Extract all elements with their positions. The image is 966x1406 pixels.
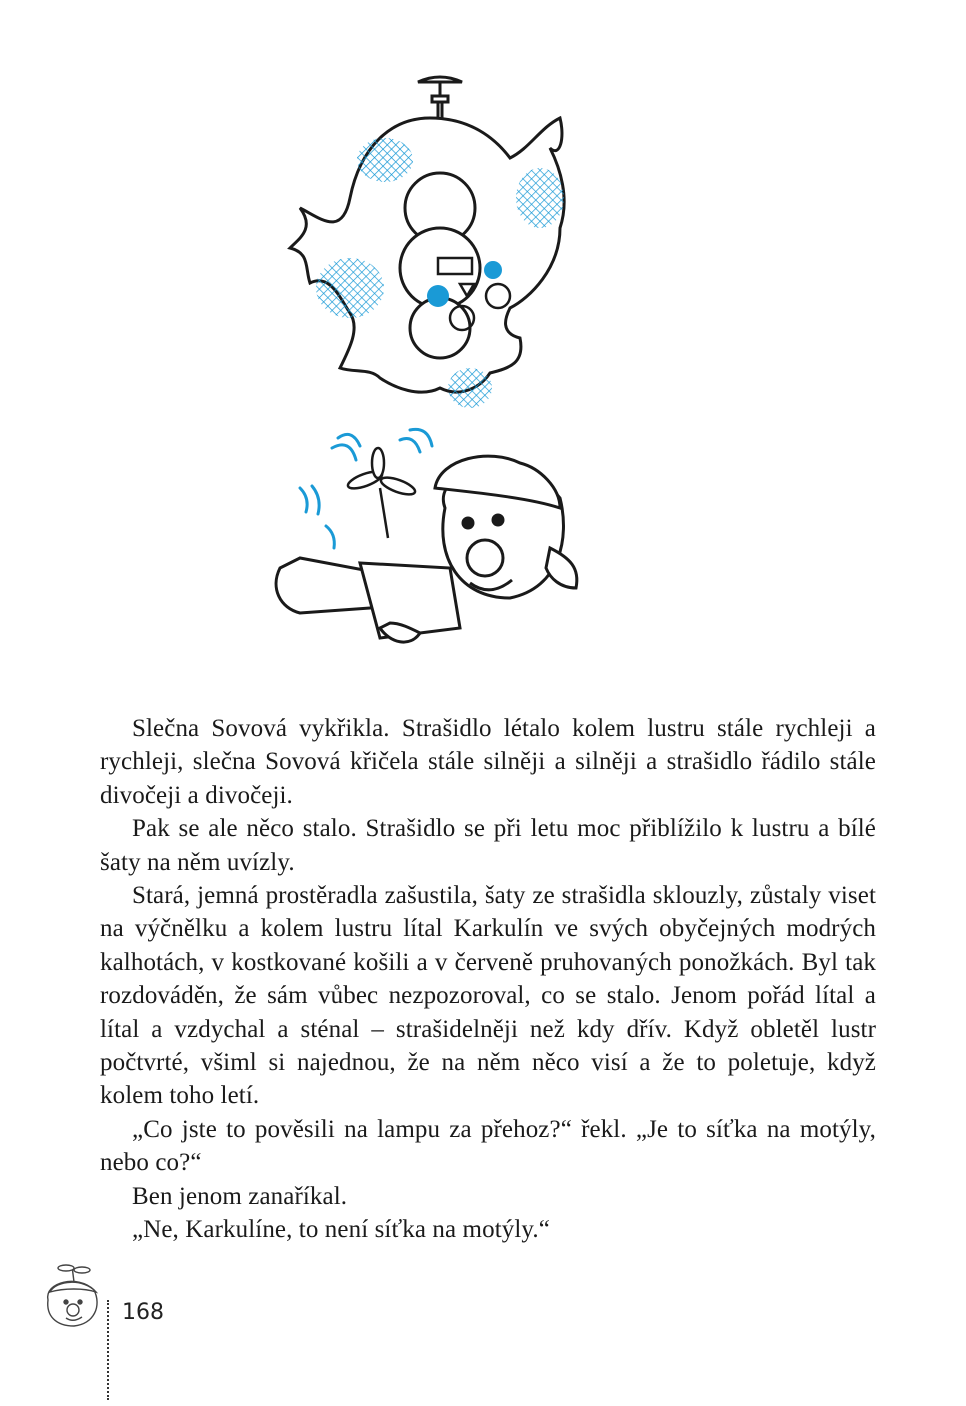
karkulin-mascot-icon xyxy=(38,1262,104,1332)
paragraph: Ben jenom zanaříkal. xyxy=(132,1182,348,1210)
page-number: 168 xyxy=(122,1300,164,1325)
sheet-ghost-icon xyxy=(290,118,564,392)
flying-boy-karkulin-icon xyxy=(276,456,577,642)
paragraph: Stará, jemná prostěradla zašustila, šaty ze strašidla sklouzly, zůstaly viset na výčnělku a kolem lustru lítal Karkulín ve svých obyčejných modrých kalhotách, v kostkované košili a v červeně pruhovaných ponožkách. Byl tak rozdováděn, že sám vůbec nezpozoroval, co se stalo. Jenom pořád lítal a lítal a vzdychal a sténal – strašidelněji než kdy dřív. Když obletěl lustr počtvrté, všiml si najednou, že na něm něco visí a že to poletuje, když kolem toho letí. xyxy=(100,882,876,1110)
chapter-illustration xyxy=(260,68,590,648)
paragraph: „Ne, Karkulíne, to není síťka na motýly.“ xyxy=(132,1216,550,1244)
paragraph: „Co jste to pověsili na lampu za přehoz?“ řekl. „Je to síťka na motýly, nebo co?“ xyxy=(100,1115,876,1177)
paragraph: Slečna Sovová vykřikla. Strašidlo létalo kolem lustru stále rychleji a rychleji, slečna Sovová křičela stále silněji a silněji a strašidlo řádilo stále divočeji a divočeji. xyxy=(100,715,876,809)
propeller-icon xyxy=(346,448,417,538)
footer-dotted-rule xyxy=(107,1300,109,1400)
paragraph: Pak se ale něco stalo. Strašidlo se při letu moc přiblížilo k lustru a bílé šaty na něm uvízly. xyxy=(100,815,876,876)
body-text xyxy=(100,712,876,1247)
